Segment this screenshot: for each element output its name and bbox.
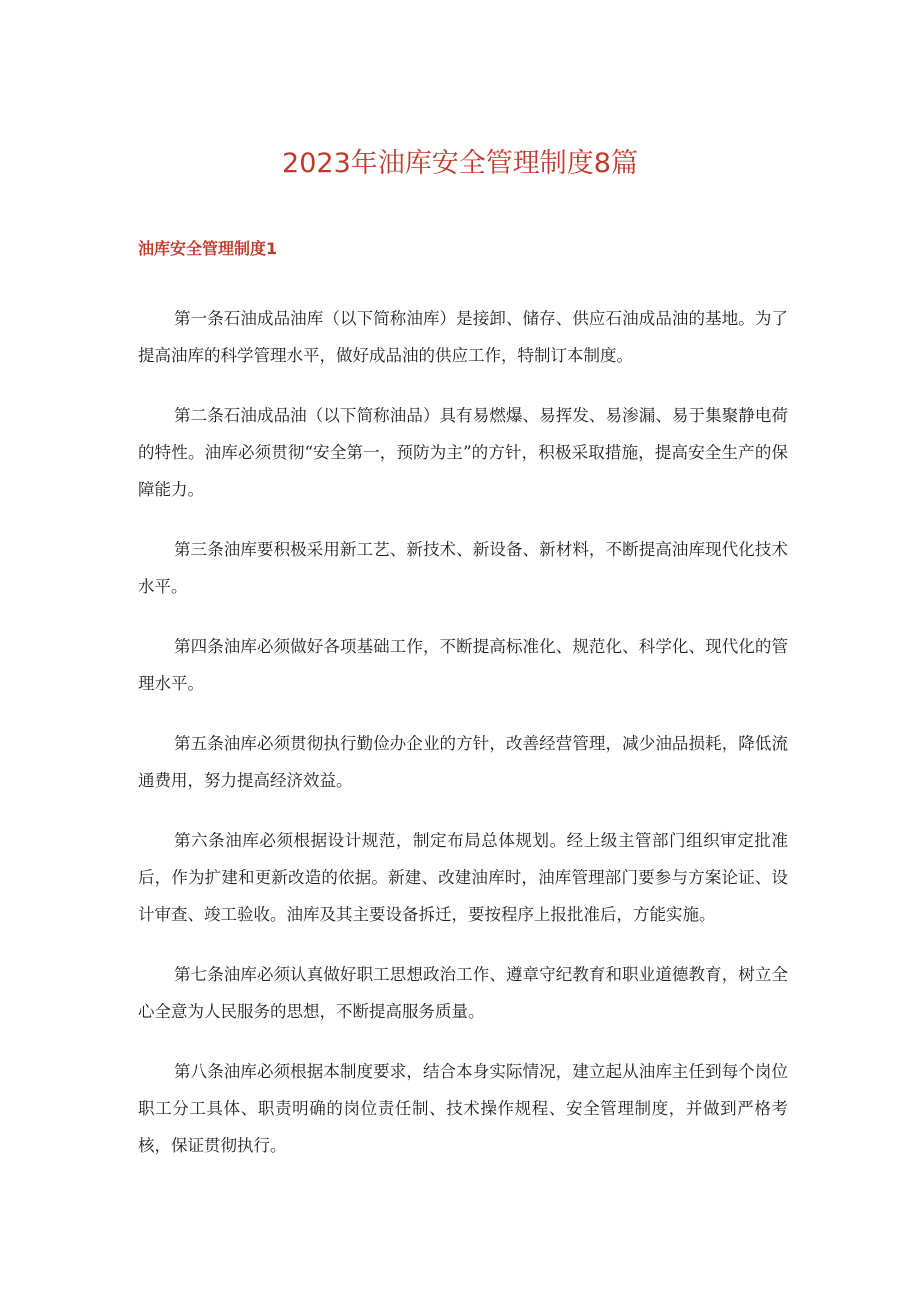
section-heading: 油库安全管理制度1 [138, 239, 278, 258]
article-list [138, 300, 788, 1187]
document-title: 2023年油库安全管理制度8篇 [282, 148, 638, 179]
article-paragraph-6: 第六条油库必须根据设计规范，制定布局总体规划。经上级主管部门组织审定批准后，作为扩建和更新改造的依据。新建、改建油库时，油库管理部门要参与方案论证、设计审查、竣工验收。油库及其主要设备拆迁，要按程序上报批准后，方能实施。 [138, 831, 788, 924]
article-paragraph-3: 第三条油库要积极采用新工艺、新技术、新设备、新材料，不断提高油库现代化技术水平。 [138, 540, 788, 596]
article-paragraph-2: 第二条石油成品油（以下简称油品）具有易燃爆、易挥发、易渗漏、易于集聚静电荷的特性。油库必须贯彻“安全第一，预防为主”的方针，积极采取措施，提高安全生产的保障能力。 [138, 406, 788, 499]
article-paragraph-1: 第一条石油成品油库（以下简称油库）是接卸、储存、供应石油成品油的基地。为了提高油库的科学管理水平，做好成品油的供应工作，特制订本制度。 [138, 309, 788, 365]
article-paragraph-8: 第八条油库必须根据本制度要求，结合本身实际情况，建立起从油库主任到每个岗位职工分工具体、职责明确的岗位责任制、技术操作规程、安全管理制度，并做到严格考核，保证贯彻执行。 [138, 1062, 788, 1155]
article-paragraph-5: 第五条油库必须贯彻执行勤俭办企业的方针，改善经营管理，减少油品损耗，降低流通费用，努力提高经济效益。 [138, 734, 788, 790]
article-paragraph-7: 第七条油库必须认真做好职工思想政治工作、遵章守纪教育和职业道德教育，树立全心全意为人民服务的思想，不断提高服务质量。 [138, 965, 788, 1021]
article-paragraph-4: 第四条油库必须做好各项基础工作，不断提高标准化、规范化、科学化、现代化的管理水平。 [138, 637, 788, 693]
